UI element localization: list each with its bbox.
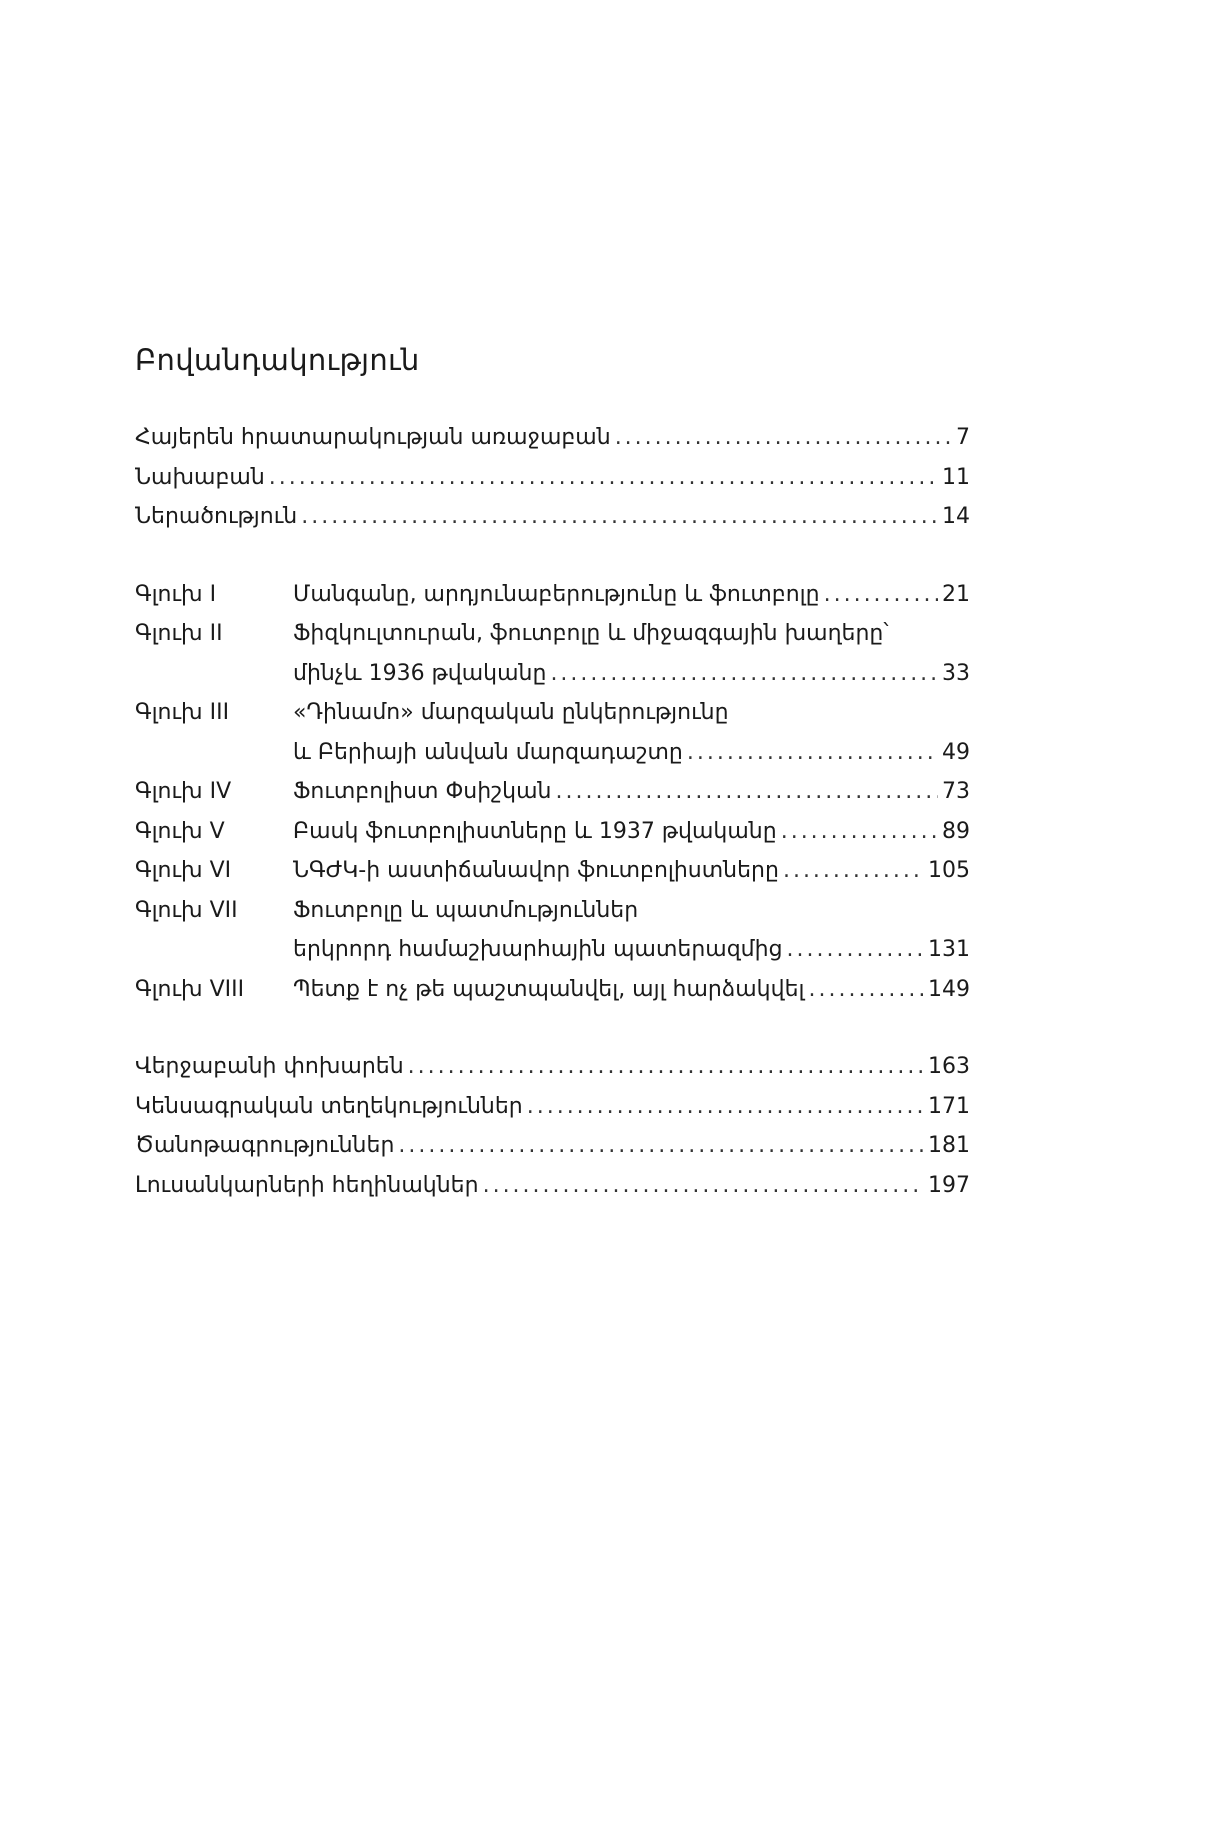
dot-leader xyxy=(615,418,952,458)
page-number: 197 xyxy=(928,1172,970,1198)
chapter-title-line: Ֆիզկուլտուրան, ֆուտբոլը և միջազգային խաղերը՝ xyxy=(293,621,889,646)
toc-entry xyxy=(135,458,970,498)
chapter-label: Գլուխ I xyxy=(135,581,217,607)
chapter-title-line: Ֆուտբոլիստ Փսիշկան xyxy=(293,779,552,804)
page-title: Բովանդակություն xyxy=(135,343,420,377)
table-of-contents xyxy=(135,340,970,1243)
chapter-label: Գլուխ VI xyxy=(135,858,232,883)
back-matter-list xyxy=(135,1047,970,1205)
toc-entry-title: Հայերեն հրատարակության առաջաբան xyxy=(135,425,611,450)
chapter-list xyxy=(135,575,970,1010)
chapter-label: Գլուխ VII xyxy=(135,897,238,923)
toc-entry-body xyxy=(135,1126,970,1166)
toc-entry-body xyxy=(135,1087,970,1127)
toc-entry-body xyxy=(135,1047,970,1087)
page-number: 149 xyxy=(928,976,970,1002)
page-number: 7 xyxy=(956,425,970,450)
chapter-entry-body xyxy=(293,812,970,852)
dot-leader xyxy=(555,772,938,812)
chapter-title-line: ՆԳԺԿ-ի աստիճանավոր ֆուտբոլիստները xyxy=(293,858,779,883)
chapter-entry-continuation xyxy=(135,733,970,773)
toc-entry xyxy=(135,497,970,537)
dot-leader xyxy=(398,1126,924,1166)
chapter-entry-body xyxy=(293,654,970,694)
chapter-title-line: Մանգանը, արդյունաբերությունը և ֆուտբոլը xyxy=(293,581,820,607)
page-number: 33 xyxy=(942,660,970,686)
toc-entry-body xyxy=(135,458,970,498)
chapter-title-line: և Բերիայի անվան մարզադաշտը xyxy=(293,739,683,765)
chapter-label: Գլուխ IV xyxy=(135,779,232,804)
toc-entry-title: Ծանոթագրություններ xyxy=(135,1133,395,1158)
dot-leader xyxy=(808,970,924,1010)
chapter-title-line: երկրորդ համաշխարհային պատերազմից xyxy=(293,937,783,962)
dot-leader xyxy=(483,1166,924,1206)
chapter-entry xyxy=(135,851,970,891)
toc-entry-title: Նախաբան xyxy=(135,464,265,490)
page-number: 105 xyxy=(928,858,970,883)
page-number: 131 xyxy=(928,937,970,962)
dot-leader xyxy=(781,812,938,852)
chapter-label: Գլուխ II xyxy=(135,621,223,646)
toc-entry xyxy=(135,1047,970,1087)
chapter-label: Գլուխ III xyxy=(135,700,230,725)
page-number: 14 xyxy=(942,504,970,529)
page-number: 73 xyxy=(942,779,970,804)
chapter-entry-body xyxy=(293,891,970,931)
chapter-entry xyxy=(135,693,970,733)
chapter-entry xyxy=(135,772,970,812)
dot-leader xyxy=(550,654,938,694)
page-number: 11 xyxy=(942,464,970,490)
chapter-label: Գլուխ V xyxy=(135,818,225,844)
chapter-entry-body xyxy=(293,970,970,1010)
page-number: 171 xyxy=(928,1093,970,1119)
chapter-entry-body xyxy=(293,614,970,654)
chapter-title-line: Բասկ ֆուտբոլիստները և 1937 թվականը xyxy=(293,818,777,844)
toc-entry-title: Կենսագրական տեղեկություններ xyxy=(135,1093,523,1119)
chapter-entry xyxy=(135,812,970,852)
page-number: 21 xyxy=(942,581,970,607)
page-number: 181 xyxy=(928,1133,970,1158)
chapter-title-line: «Դինամո» մարզական ընկերությունը xyxy=(293,700,729,725)
dot-leader xyxy=(687,733,938,773)
chapter-entry-continuation xyxy=(135,654,970,694)
dot-leader xyxy=(408,1047,924,1087)
page-number: 163 xyxy=(928,1054,970,1079)
chapter-title-line: Պետք է ոչ թե պաշտպանվել, այլ հարձակվել xyxy=(293,976,805,1002)
chapter-entry xyxy=(135,970,970,1010)
toc-entry xyxy=(135,418,970,458)
toc-entry-title: Վերջաբանի փոխարեն xyxy=(135,1054,404,1079)
page-number: 89 xyxy=(942,818,970,844)
chapter-entry-body xyxy=(293,772,970,812)
toc-entry xyxy=(135,1087,970,1127)
dot-leader xyxy=(269,458,938,498)
toc-entry-title: Լուսանկարների հեղինակներ xyxy=(135,1172,479,1198)
chapter-entry-body xyxy=(293,733,970,773)
chapter-entry xyxy=(135,614,970,654)
dot-leader xyxy=(824,575,938,615)
toc-entry-body xyxy=(135,1166,970,1206)
page-number: 49 xyxy=(942,739,970,765)
front-matter-list xyxy=(135,418,970,537)
toc-entry xyxy=(135,1126,970,1166)
chapter-entry-body xyxy=(293,851,970,891)
chapter-title-line: Ֆուտբոլը և պատմություններ xyxy=(293,897,639,923)
toc-entry xyxy=(135,1166,970,1206)
dot-leader xyxy=(527,1087,924,1127)
toc-entry-body xyxy=(135,497,970,537)
chapter-entry-body xyxy=(293,693,970,733)
chapter-entry-body xyxy=(293,930,970,970)
dot-leader xyxy=(783,851,924,891)
toc-entry-title: Ներածություն xyxy=(135,504,298,529)
dot-leader xyxy=(301,497,938,537)
chapter-entry xyxy=(135,891,970,931)
chapter-label: Գլուխ VIII xyxy=(135,976,245,1002)
chapter-entry-continuation xyxy=(135,930,970,970)
toc-entry-body xyxy=(135,418,970,458)
chapter-title-line: մինչև 1936 թվականը xyxy=(293,660,547,686)
chapter-entry xyxy=(135,575,970,615)
dot-leader xyxy=(787,930,925,970)
chapter-entry-body xyxy=(293,575,970,615)
